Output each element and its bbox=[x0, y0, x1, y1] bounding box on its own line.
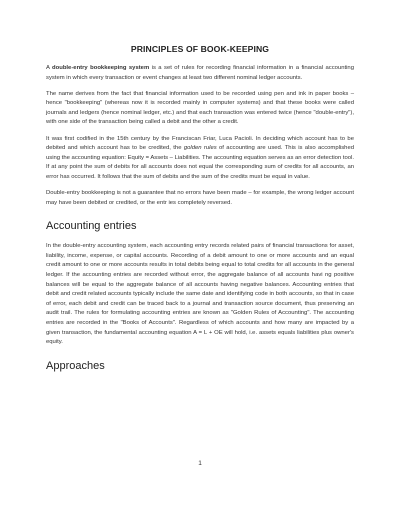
accounting-entries-paragraph: In the double-entry accounting system, each accounting entry records related pairs of financial transactions for asset, liability, income, expense, or capital accounts. Recording of a debit amount to one or more accounts and an equal credit amount to one or more accounts results in total debits being equal to total credits for all accounts in the general ledger. If the accounting entries are recorded without error, the aggregate balance of all accounts havi ng positive balances will be equal to the aggregate balance of all accounts having negative balances. Accounting entries that debit and credit related accounts typically include the same date and identifying code in both accounts, so that in case of error, each debit and credit can be traced back to a journal and transaction source document, thus preserving an audit trail. The rules for formulating accounting entries are known as "Golden Rules of Accounting". The accounting entries are recorded in the "Books of Accounts". Regardless of which accounts and how many are impacted by a given transaction, the fundamental accounting equation A = L + OE will hold, i.e. assets equals liabilities plus owner's equity. bbox=[46, 243, 354, 346]
intro-term: double-entry bookkeeping system bbox=[52, 65, 150, 71]
history-text-b: of accounting are used. This is also accomplished using the accounting equation: Equity = Assets – Liabilities. The accounting equation serves as an error detection tool. If at any point the sum of debits for all accounts does not equal the corresponding sum of credits for all accounts, an error has occurred. It follows that the sum of debits and the sum of the credits must be equal in value. bbox=[46, 145, 354, 180]
history-paragraph bbox=[46, 135, 354, 183]
intro-rest: is a set of rules for recording financial information in a financial accounting system in which every transaction or event changes at least two different nominal ledger accounts. bbox=[46, 65, 354, 81]
history-text-a: It was first codified in the 15th century by the Franciscan Friar, Luca Pacioli. In deciding which account has to be debited and which account has to be credited, the bbox=[46, 135, 354, 152]
name-origin-paragraph: The name derives from the fact that financial information used to be recorded using pen and ink in paper books – hence "bookkeeping" (whereas now it is recorded mainly in computer systems) and that these books were called journals and ledgers (hence nominal ledger, etc.) and that each transaction was entered twice (hence "double-entry"), with one side of the transaction being called a debit and the other a credit. bbox=[46, 90, 354, 126]
golden-rules-term: golden rules bbox=[183, 145, 217, 152]
section-heading-approaches: Approaches bbox=[46, 359, 105, 372]
guarantee-paragraph: Double-entry bookkeeping is not a guarantee that no errors have been made – for example, the wrong ledger account may have been debited or credited, or the entr ies completely reversed. bbox=[46, 190, 354, 206]
section-heading-accounting-entries: Accounting entries bbox=[46, 220, 137, 233]
page-number: 1 bbox=[198, 460, 202, 467]
intro-prefix: A bbox=[46, 65, 53, 71]
document-title: PRINCIPLES OF BOOK-KEEPING bbox=[130, 44, 270, 54]
intro-paragraph bbox=[46, 64, 354, 83]
